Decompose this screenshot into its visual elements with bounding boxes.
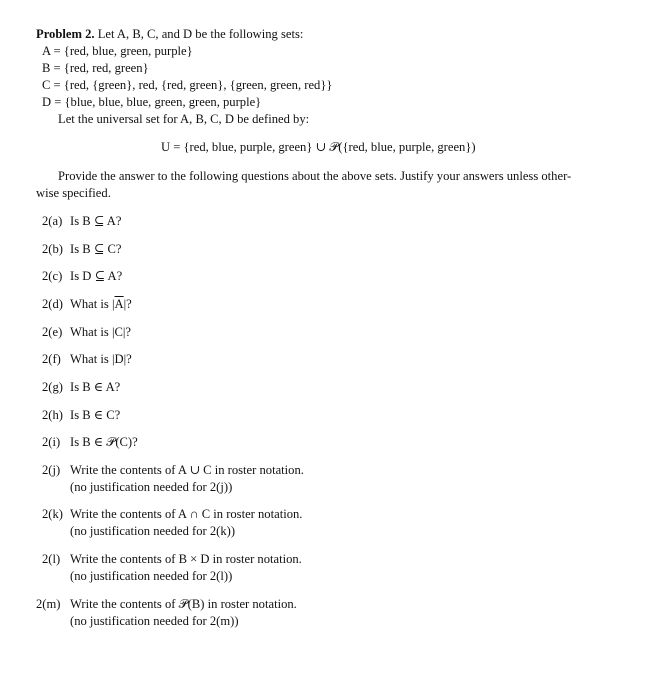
question-label: 2(c)	[42, 269, 63, 283]
question-text: What is |C|?	[70, 325, 132, 339]
question-note: (no justification needed for 2(l))	[70, 569, 233, 583]
question-label: 2(j)	[42, 463, 61, 477]
instructions-line-2: wise specified.	[36, 186, 111, 200]
problem-intro: Let A, B, C, and D be the following sets:	[97, 27, 304, 41]
question-text: Is B ∈ A?	[70, 380, 121, 394]
set-d-definition: D = {blue, blue, blue, green, green, purple}	[42, 95, 262, 109]
question-text: Write the contents of A ∪ C in roster notation.	[70, 463, 304, 477]
question-text: Write the contents of A ∩ C in roster notation.	[70, 507, 303, 521]
universal-set-definition: U = {red, blue, purple, green} ∪ 𝒫({red, blue, purple, green})	[161, 140, 476, 154]
question-text: Is B ∈ 𝒫(C)?	[70, 435, 138, 449]
question-text: Write the contents of B × D in roster notation.	[70, 552, 302, 566]
question-text: Is D ⊆ A?	[70, 269, 123, 283]
question-text: Write the contents of 𝒫(B) in roster notation.	[70, 597, 297, 611]
question-label: 2(d)	[42, 297, 63, 311]
set-b-definition: B = {red, red, green}	[42, 61, 149, 75]
complement-set-symbol: $\overline{A}$	[114, 297, 124, 311]
question-label: 2(g)	[42, 380, 63, 394]
question-text: What is |D|?	[70, 352, 132, 366]
question-label: 2(f)	[42, 352, 61, 366]
question-label: 2(i)	[42, 435, 61, 449]
question-text: Is B ⊆ A?	[70, 214, 122, 228]
question-text: Is B ⊆ C?	[70, 242, 122, 256]
problem-intro-line	[36, 26, 303, 42]
question-note: (no justification needed for 2(j))	[70, 480, 233, 494]
question-text: Is B ∈ C?	[70, 408, 121, 422]
question-label: 2(h)	[42, 408, 63, 422]
question-text	[70, 296, 132, 312]
problem-heading: Problem 2.	[36, 27, 95, 41]
question-text-prefix: What is |	[70, 297, 115, 311]
question-text-suffix: |?	[123, 297, 132, 311]
set-c-definition: C = {red, {green}, red, {red, green}, {green, green, red}}	[42, 78, 333, 92]
instructions-line-1: Provide the answer to the following questions about the above sets. Justify your answers unless other-	[58, 169, 572, 183]
question-label: 2(e)	[42, 325, 63, 339]
question-note: (no justification needed for 2(m))	[70, 614, 239, 628]
question-label: 2(a)	[42, 214, 63, 228]
question-label: 2(m)	[36, 597, 61, 611]
question-label: 2(k)	[42, 507, 63, 521]
question-label: 2(l)	[42, 552, 61, 566]
question-note: (no justification needed for 2(k))	[70, 524, 236, 538]
set-a-definition: A = {red, blue, green, purple}	[42, 44, 193, 58]
universal-set-intro: Let the universal set for A, B, C, D be defined by:	[58, 112, 310, 126]
question-label: 2(b)	[42, 242, 63, 256]
